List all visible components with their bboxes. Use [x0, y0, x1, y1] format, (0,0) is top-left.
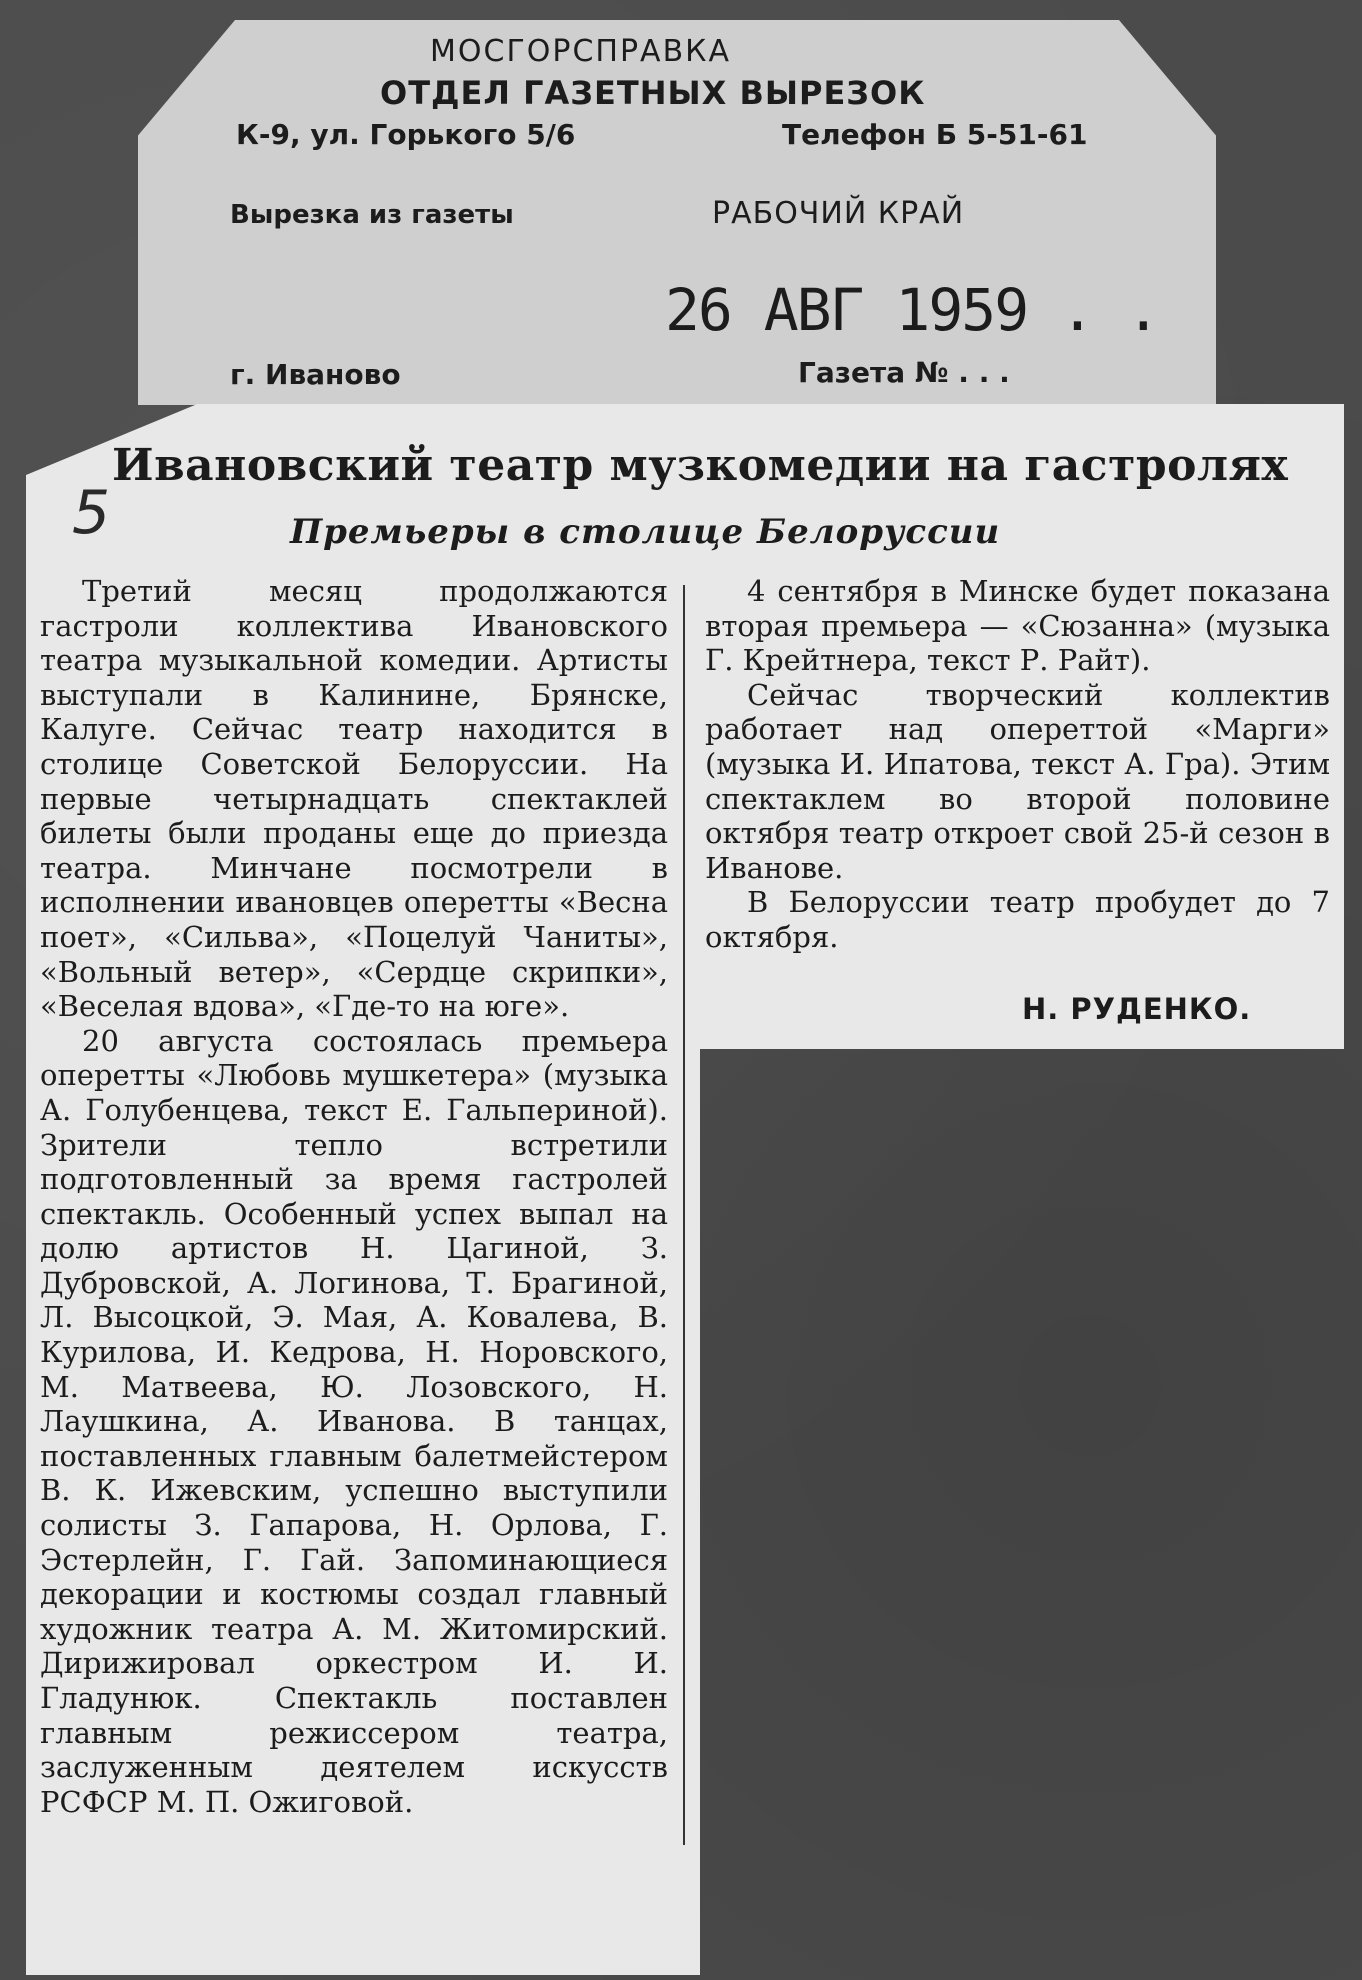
article-headline: Ивановский театр музкомедии на гастролях: [112, 440, 1289, 491]
department-name: ОТДЕЛ ГАЗЕТНЫХ ВЫРЕЗОК: [380, 74, 926, 112]
newspaper-name: РАБОЧИЙ КРАЙ: [712, 196, 965, 231]
article-left-column: [40, 574, 668, 1819]
handwritten-mark: 5: [72, 478, 111, 548]
issue-label: Газета № . . .: [798, 356, 1010, 389]
article-paragraph: Сейчас творческий коллектив работает над опереттой «Марги» (музыка И. Ипатова, текст А. Гра). Этим спектаклем во второй половине октября театр откроет свой 25-й сезон в Иванове.: [705, 677, 1330, 885]
agency-name: МОСГОРСПРАВКА: [430, 34, 731, 69]
author-signature: Н. РУДЕНКО.: [1022, 992, 1252, 1026]
article-right-column: [705, 574, 1330, 955]
agency-phone: Телефон Б 5-51-61: [782, 118, 1088, 151]
article-paragraph: 4 сентября в Минске будет показана вторая премьера — «Сюзанна» (музыка Г. Крейтнера, текст Р. Райт).: [705, 574, 1330, 678]
column-divider: [683, 585, 685, 1845]
date-stamp: 26 АВГ 1959 . .: [665, 276, 1159, 344]
article-subheadline: Премьеры в столице Белоруссии: [290, 512, 1001, 552]
article-paragraph: В Белоруссии театр пробудет до 7 октября.: [705, 885, 1330, 954]
agency-address: К-9, ул. Горького 5/6: [236, 118, 576, 151]
clipping-from-label: Вырезка из газеты: [230, 200, 514, 230]
city-label: г. Иваново: [230, 358, 401, 391]
article-paragraph: Третий месяц продолжаются гастроли коллектива Ивановского театра музыкальной комедии. Артисты выступали в Калинине, Брянске, Калуге. Сейчас театр находится в столице Советской Белоруссии. На первые четырнадцать спектаклей билеты были проданы еще до приезда театра. Минчане посмотрели в исполнении ивановцев оперетты «Весна поет», «Сильва», «Поцелуй Чаниты», «Вольный ветер», «Сердце скрипки», «Веселая вдова», «Где-то на юге».: [40, 574, 668, 1024]
article-paragraph: 20 августа состоялась премьера оперетты «Любовь мушкетера» (музыка А. Голубенцева, текст Е. Гальпериной). Зрители тепло встретили подготовленный за время гастролей спектакль. Особенный успех выпал на долю артистов Н. Цагиной, З. Дубровской, А. Логинова, Т. Брагиной, Л. Высоцкой, Э. Мая, А. Ковалева, В. Курилова, И. Кедрова, Н. Норовского, М. Матвеева, Ю. Лозовского, Н. Лаушкина, А. Иванова. В танцах, поставленных главным балетмейстером В. К. Ижевским, успешно выступили солисты З. Гапарова, Н. Орлова, Г. Эстерлейн, Г. Гай. Запоминающиеся декорации и костюмы создал главный художник театра А. М. Житомирский. Дирижировал оркестром И. И. Гладунюк. Спектакль поставлен главным режиссером театра, заслуженным деятелем искусств РСФСР М. П. Ожиговой.: [40, 1023, 668, 1819]
